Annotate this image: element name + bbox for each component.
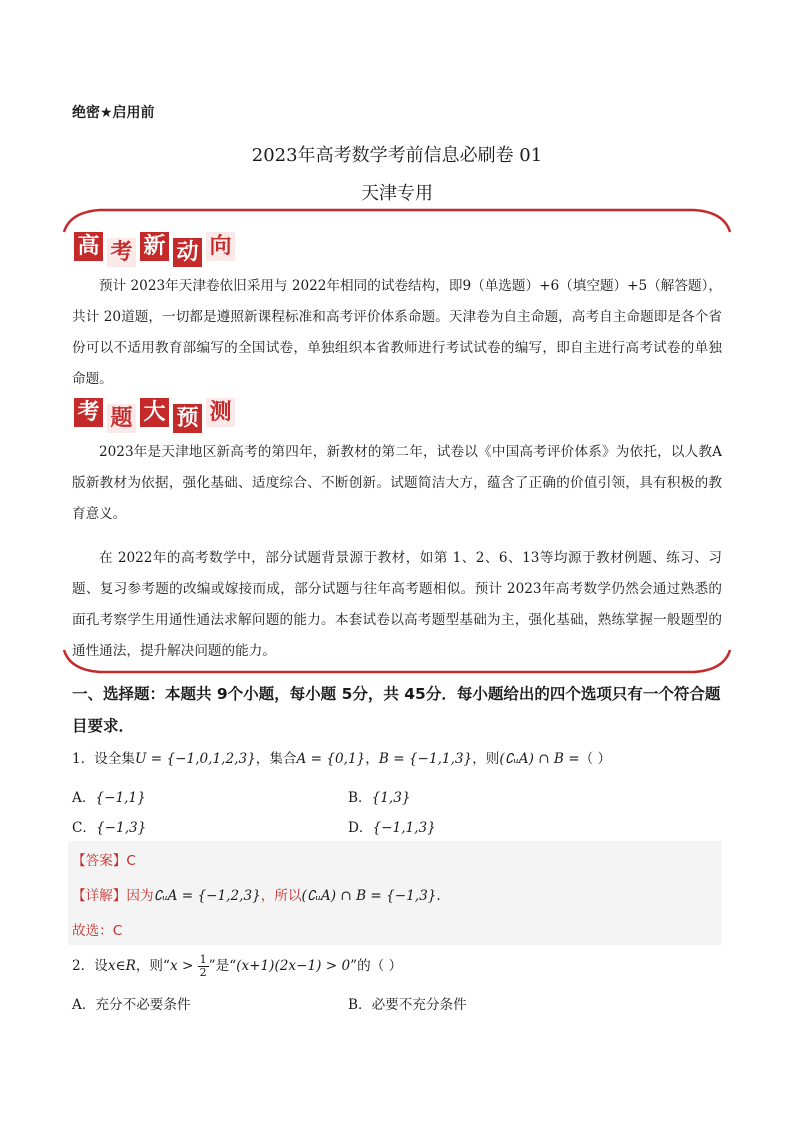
detail-end: . bbox=[436, 888, 441, 904]
option-value: {−1,3} bbox=[96, 820, 147, 836]
option-label: A． bbox=[72, 790, 96, 806]
detail-text: ，所以 bbox=[260, 888, 302, 904]
option-value: {−1,1,3} bbox=[372, 820, 436, 836]
q1-then: ，则 bbox=[472, 751, 500, 767]
option-label: B． bbox=[348, 790, 372, 806]
option-label: A． bbox=[72, 997, 96, 1013]
q1-mid: ，集合 bbox=[255, 751, 297, 767]
prediction-paragraph-2: 在 2022年的高考数学中，部分试题背景源于教材，如第 1、2、6、13等均源于教材例题、练习、习题、复习参考题的改编或嫁接而成，部分试题与往年高考题相似。预计 2023年高考数学仍然会通过熟悉的面孔考察学生用通性通法求解问题的能力。本套试卷以高考题型基础为主，强化基础，熟练掌握一般题型的通性通法，提升解决问题的能力。 bbox=[72, 550, 722, 659]
option-label: B． bbox=[348, 997, 372, 1013]
question-section-heading: 一、选择题：本题共 9个小题，每小题 5分，共 45分．每小题给出的四个选项只有一个符合题目要求． bbox=[72, 685, 721, 735]
page-title: 2023年高考数学考前信息必刷卷 01 bbox=[251, 145, 543, 166]
badge-char: 新 bbox=[140, 232, 169, 261]
q1-option-d bbox=[348, 816, 436, 836]
q1-comma: ， bbox=[365, 751, 379, 767]
badge-char: 预 bbox=[173, 404, 202, 433]
choose-value: C bbox=[112, 923, 123, 939]
detail-expr: (∁ᵤA) ∩ B = {−1,3} bbox=[301, 888, 437, 904]
prediction-paragraph-1: 2023年是天津地区新高考的第四年，新教材的第二年，试卷以《中国高考评价体系》为依托，以人教A版新教材为依据，强化基础、适度综合、不断创新。试题简洁大方，蕴含了正确的价值引领，具有积极的教育意义。 bbox=[72, 444, 722, 522]
detail-label: 【详解】 bbox=[72, 888, 127, 904]
q2-option-b bbox=[348, 993, 467, 1013]
badge-exam-trends bbox=[74, 232, 235, 267]
q1-choose bbox=[72, 919, 122, 939]
q2-fraction bbox=[198, 954, 209, 979]
q2-mid: ”是“ bbox=[208, 958, 237, 974]
detail-text: 因为 bbox=[126, 888, 154, 904]
q2-ineq-left: x > bbox=[169, 958, 194, 974]
badge-exam-prediction bbox=[74, 398, 235, 433]
q1-option-b bbox=[348, 786, 411, 806]
confidential-mark: 绝密★启用前 bbox=[72, 105, 155, 121]
q1-set-a: A = {0,1} bbox=[296, 751, 366, 767]
badge-char: 大 bbox=[140, 398, 169, 427]
option-value: {1,3} bbox=[371, 790, 411, 806]
badge-char: 题 bbox=[107, 404, 136, 433]
detail-expr: ∁ᵤA = {−1,2,3} bbox=[153, 888, 261, 904]
q1-set-u: U = {−1,0,1,2,3} bbox=[135, 751, 256, 767]
q1-option-c bbox=[72, 816, 146, 836]
q1-prefix: 1．设全集 bbox=[72, 751, 136, 767]
q2-option-a bbox=[72, 993, 191, 1013]
option-value: 必要不充分条件 bbox=[371, 997, 467, 1013]
q1-detail bbox=[72, 884, 441, 904]
frac-denominator: 2 bbox=[199, 966, 207, 979]
q2-condition: x∈R bbox=[107, 958, 136, 974]
badge-char: 高 bbox=[74, 232, 103, 261]
option-label: D． bbox=[348, 820, 373, 836]
frac-numerator: 1 bbox=[199, 953, 207, 966]
answer-label: 【答案】 bbox=[72, 853, 127, 869]
q1-expression: (∁ᵤA) ∩ B = bbox=[499, 751, 580, 767]
badge-char: 动 bbox=[173, 238, 202, 267]
option-value: {−1,1} bbox=[95, 790, 146, 806]
q2-then: ，则“ bbox=[135, 958, 170, 974]
option-label: C． bbox=[72, 820, 96, 836]
question-1-stem bbox=[72, 747, 611, 767]
q1-answer bbox=[72, 849, 136, 869]
badge-char: 测 bbox=[206, 398, 235, 427]
page-subtitle: 天津专用 bbox=[361, 183, 433, 204]
q2-suffix: ”的（ ） bbox=[350, 958, 403, 974]
badge-char: 考 bbox=[74, 398, 103, 427]
q1-set-b: B = {−1,1,3} bbox=[378, 751, 473, 767]
trends-paragraph: 预计 2023年天津卷依旧采用与 2022年相同的试卷结构，即9（单选题）+6（填空题）+5（解答题），共计 20道题，一切都是遵照新课程标准和高考评价体系命题。天津卷为自主命题，高考自主命题即是各个省份可以不适用教育部编写的全国试卷，单独组织本省教师进行考试试卷的编写，即自主进行高考试卷的单独命题。 bbox=[72, 278, 722, 387]
q2-expression: (x+1)(2x−1) > 0 bbox=[236, 958, 351, 974]
q1-option-a bbox=[72, 786, 146, 806]
option-value: 充分不必要条件 bbox=[95, 997, 191, 1013]
top-decorative-arc bbox=[60, 206, 734, 234]
badge-char: 向 bbox=[206, 232, 235, 261]
question-2-stem bbox=[72, 954, 402, 979]
choose-label: 故选： bbox=[72, 923, 113, 939]
q1-paren: （ ） bbox=[579, 751, 612, 767]
q2-prefix: 2．设 bbox=[72, 958, 108, 974]
badge-char: 考 bbox=[107, 238, 136, 267]
answer-value: C bbox=[126, 853, 136, 869]
bottom-decorative-arc bbox=[60, 648, 734, 676]
